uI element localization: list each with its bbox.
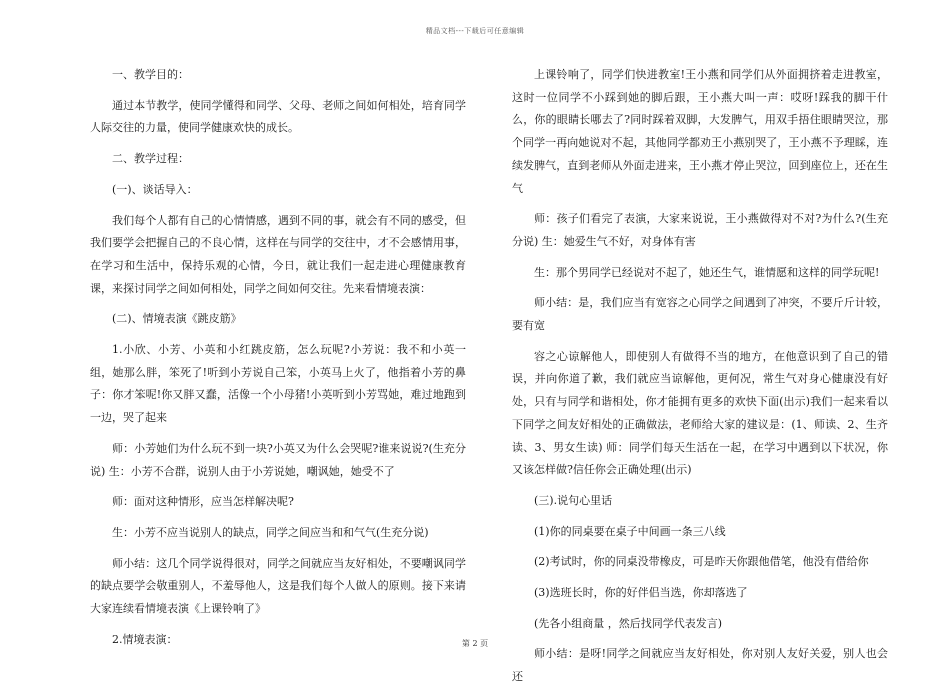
paragraph: 容之心谅解他人，即使别人有做得不当的地方，在他意识到了自己的错误，并向你道了歉，我们就应当谅解他，更何况，常生气对身心健康没有好处，只有与同学和谐相处，你才能拥有更多的欢快下面(出示)我们一起来看以下同学之间友好相处的正确做法，老师给大家的建议是：(1、师读、2、生齐读、3、男女生读) 师：同学们每天生活在一起，在学习中遇到以下状况，你又该怎样做?信任你会正确处理(出示) bbox=[512, 349, 888, 477]
paragraph: 师小结：是呀!同学之间就应当友好相处，你对别人友好关爱，别人也会还 bbox=[512, 647, 888, 684]
paragraph: 二、教学过程： bbox=[112, 152, 189, 166]
paragraph: 师小结：这几个同学说得很对，同学之间就应当友好相处，不要嘲讽同学的缺点要学会敬重别人，不羞辱他人，这是我们每个人做人的原则。接下来请大家连续看情境表演《上课铃响了》 bbox=[90, 556, 466, 616]
paragraph: 师：面对这种情形，应当怎样解决呢? bbox=[112, 495, 294, 509]
paragraph: 师：孩子们看完了表演，大家来说说，王小燕做得对不对?为什么?(生充分说) 生：她爱生气不好，对身体有害 bbox=[512, 212, 888, 248]
paragraph: (先各小组商量 ，然后找同学代表发言) bbox=[534, 616, 723, 630]
paragraph: 生：小芳不应当说别人的缺点，同学之间应当和和气气(生充分说) bbox=[112, 525, 429, 539]
paragraph: (二)、情境表演《跳皮筋》 bbox=[112, 312, 242, 326]
page-number: 第 2 页 bbox=[461, 639, 489, 648]
paragraph: 上课铃响了，同学们快进教室!王小燕和同学们从外面拥挤着走进教室，这时一位同学不小踩到她的脚后跟，王小燕大叫一声：哎呀!踩我的脚干什么，你的眼睛长哪去了?同时踩着双脚，大发脾气，用双手捂住眼睛哭泣，那个同学一再向她说对不起，其他同学都劝王小燕别哭了，王小燕不予理睬，连续发脾气，直到老师从外面走进来，王小燕才停止哭泣，回到座位上，还在生气 bbox=[512, 68, 888, 195]
right-column bbox=[512, 64, 888, 697]
paragraph: (3)选班长时，你的好伴侣当选，你却落选了 bbox=[534, 586, 748, 600]
paragraph: 我们每个人都有自己的心情情感，遇到不同的事，就会有不同的感受，但我们要学会把握自己的不良心情，这样在与同学的交往中，才不会感情用事，在学习和生活中，保持乐观的心情，今日，就让我们一起走进心理健康教育课，来探讨同学之间如何相处，同学之间如何交往。先来看情境表演： bbox=[90, 213, 466, 295]
paragraph: 师小结：是，我们应当有宽容之心同学之间遇到了冲突，不要斤斤计较，要有宽 bbox=[512, 296, 888, 333]
paragraph: (三).说句心里话 bbox=[534, 493, 613, 507]
paragraph: 2.情境表演： bbox=[112, 632, 178, 646]
left-column bbox=[90, 64, 466, 659]
paragraph: (1)你的同桌要在桌子中间画一条三八线 bbox=[534, 524, 726, 538]
paragraph: 一、教学目的： bbox=[112, 68, 189, 81]
page-header: 精品文档---下载后可任意编辑 bbox=[425, 27, 525, 35]
paragraph: 1.小欣、小芳、小英和小红跳皮筋，怎么玩呢?小芳说：我不和小英一组，她那么胖，笨死了!听到小芳说自己笨，小英马上火了，他指着小芳的鼻子：你才笨呢!你又胖又蠢，活像一个小母猪!小英听到小芳骂她，难过地跑到一边，哭了起来 bbox=[90, 343, 466, 425]
paragraph: 生：那个男同学已经说对不起了，她还生气，谁情愿和这样的同学玩呢! bbox=[534, 265, 880, 279]
paragraph: (一)、谈话导入： bbox=[112, 182, 198, 196]
paragraph: 师：小芳她们为什么玩不到一块?小英又为什么会哭呢?谁来说说?(生充分说) 生：小芳不合群，说别人由于小芳说她，嘲讽她，她受不了 bbox=[90, 441, 466, 478]
paragraph: (2)考试时，你的同桌没带橡皮，可是昨天你跟他借笔，他没有借给你 bbox=[534, 555, 869, 569]
paragraph: 通过本节教学，使同学懂得和同学、父母、老师之间如何相处，培育同学人际交往的力量，使同学健康欢快的成长。 bbox=[90, 98, 466, 135]
